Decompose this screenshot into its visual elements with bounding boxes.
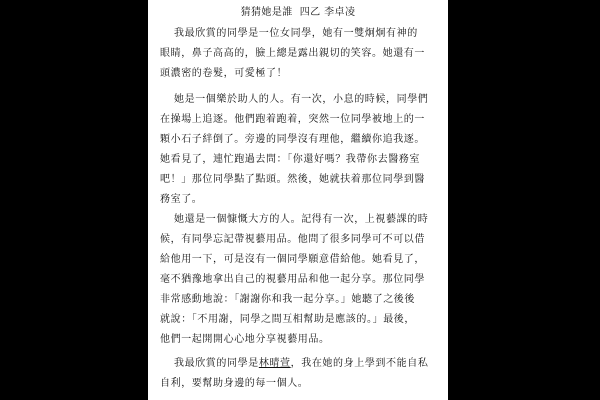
paragraph-line: 就說：「不用謝，同學之間互相幫助是應該的。」最後， <box>160 314 415 325</box>
paragraph-line: 她是一個樂於助人的人。有一次，小息的時候，同學們 <box>174 94 429 105</box>
paragraph-line: 眼睛，鼻子高高的，臉上總是露出親切的笑容。她還有一 <box>160 48 425 59</box>
paragraph-line: 我最欣賞的同學是一位女同學，她有一雙炯炯有神的 <box>174 28 418 39</box>
paragraph-line: 吧！」那位同學點了點頭。然後，她就扶着那位同學到醫 <box>160 174 425 185</box>
paragraph-line: 務室了。 <box>160 194 203 205</box>
paragraph-line: 自利，要幫助身邊的每一個人。 <box>160 378 309 389</box>
document-page <box>148 0 448 400</box>
paragraph-line: 她還是一個慷慨大方的人。記得有一次，上視藝課的時 <box>174 214 429 225</box>
paragraph-line: 頭濃密的卷髮，可愛極了！ <box>160 68 288 79</box>
paragraph-line: 顆小石子絆倒了。旁邊的同學沒有理他，繼續你追我逐。 <box>160 134 425 145</box>
highlighted-name: 林晴萱 <box>258 358 291 369</box>
document-title: 猜猜她是誰 四乙 李卓凌 <box>240 7 356 18</box>
paragraph-line: 我最欣賞的同學是林晴萱，我在她的身上學到不能自私 <box>174 358 429 369</box>
paragraph-line: 她看見了，連忙跑過去問：「你還好嗎？我帶你去醫務室 <box>160 154 420 165</box>
paragraph-line: 毫不猶豫地拿出自己的視藝用品和他一起分享。那位同學 <box>160 274 425 285</box>
paragraph-line: 在操場上追逐。他們跑着跑着，突然一位同學被地上的一 <box>160 114 425 125</box>
paragraph-line: 非常感動地說：「謝謝你和我一起分享。」她聽了之後後 <box>160 294 415 305</box>
paragraph-line: 給他用一下，可是沒有一個同學願意借給他。她看見了， <box>160 254 425 265</box>
paragraph-line: 他們一起開開心心地分享視藝用品。 <box>160 334 330 345</box>
paragraph-line: 候，有同學忘記帶視藝用品。他問了很多同學可不可以借 <box>160 234 425 245</box>
